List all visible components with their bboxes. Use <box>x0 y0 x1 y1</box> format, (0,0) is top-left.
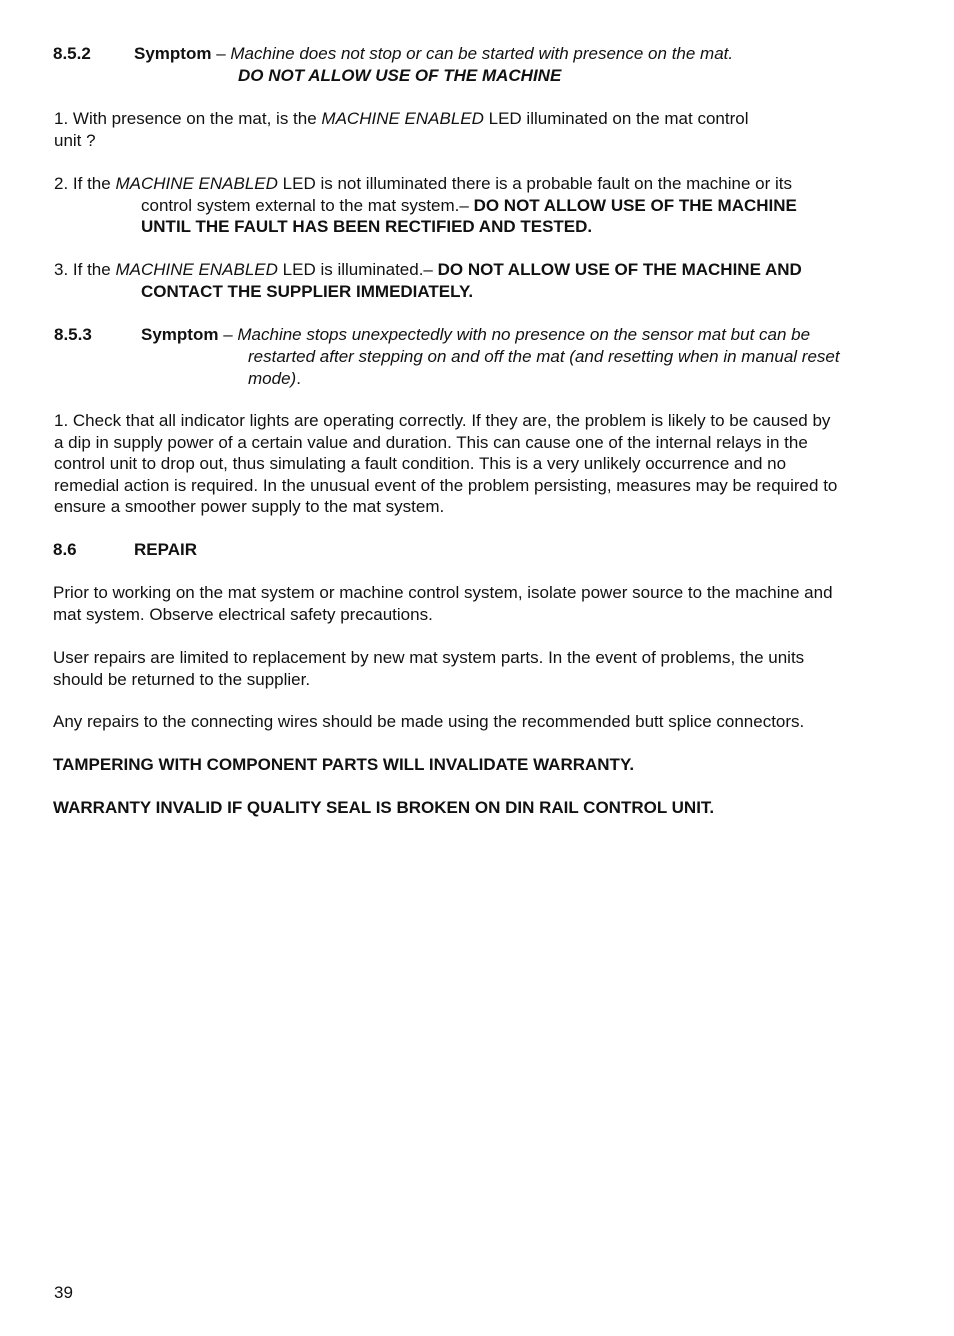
paragraph <box>53 711 933 733</box>
item-text: LED is illuminated.– <box>277 260 438 279</box>
list-item <box>54 259 934 302</box>
warning-text: DO NOT ALLOW USE OF THE MACHINE <box>238 66 562 85</box>
led-name: MACHINE ENABLED <box>115 260 278 279</box>
warning-text: DO NOT ALLOW USE OF THE MACHINE AND <box>437 260 802 279</box>
paragraph-line: mat system. Observe electrical safety precautions. <box>53 604 433 624</box>
warning-text: CONTACT THE SUPPLIER IMMEDIATELY. <box>141 281 474 301</box>
symptom-text: restarted after stepping on and off the mat (and resetting when in manual reset <box>248 347 840 366</box>
symptom-text-end <box>248 368 301 390</box>
paragraph-line: User repairs are limited to replacement by new mat system parts. In the event of problems, the units <box>53 648 805 667</box>
item-text: 1. With presence on the mat, is the <box>54 109 322 128</box>
symptom-label: Symptom <box>141 325 219 344</box>
led-name: MACHINE ENABLED <box>321 109 484 128</box>
paragraph <box>53 647 933 690</box>
item-text: 2. If the <box>54 174 116 193</box>
section-title: REPAIR <box>134 540 197 559</box>
list-item <box>54 108 934 151</box>
paragraph-line: ensure a smoother power supply to the mat system. <box>54 497 445 516</box>
item-text: LED is not illuminated there is a probable fault on the machine or its <box>277 174 792 193</box>
item-text: unit ? <box>54 130 96 150</box>
warning-text: UNTIL THE FAULT HAS BEEN RECTIFIED AND TESTED. <box>141 217 593 236</box>
dash: – <box>218 325 238 344</box>
paragraph <box>53 582 933 625</box>
item-text: 3. If the <box>54 260 116 279</box>
symptom-line <box>141 324 810 346</box>
section-number: 8.6 <box>53 540 77 559</box>
list-item <box>54 410 934 518</box>
warranty-warning: WARRANTY INVALID IF QUALITY SEAL IS BROKEN ON DIN RAIL CONTROL UNIT. <box>53 798 715 817</box>
symptom-text: Machine stops unexpectedly with no presence on the sensor mat but can be <box>237 325 811 344</box>
section-number: 8.5.3 <box>54 325 92 344</box>
paragraph-line: a dip in supply power of a certain value and duration. This can cause one of the internal relays in the <box>54 432 808 452</box>
paragraph-line: control unit to drop out, thus simulating a fault condition. This is a very unlikely occurrence and no <box>54 454 787 473</box>
dash: – <box>211 44 231 63</box>
paragraph-line: remedial action is required. In the unusual event of the problem persisting, measures may be required to <box>54 475 838 495</box>
symptom-label: Symptom <box>134 44 212 63</box>
led-name: MACHINE ENABLED <box>115 174 278 193</box>
symptom-line <box>134 43 733 65</box>
paragraph-line: should be returned to the supplier. <box>53 669 311 689</box>
paragraph-line: Prior to working on the mat system or machine control system, isolate power source to the machine and <box>53 583 833 602</box>
paragraph-line: 1. Check that all indicator lights are operating correctly. If they are, the problem is likely to be caused by <box>54 411 831 430</box>
symptom-text: Machine does not stop or can be started with presence on the mat. <box>230 44 734 63</box>
page-number: 39 <box>54 1283 73 1302</box>
list-item <box>54 173 934 238</box>
paragraph-line: Any repairs to the connecting wires should be made using the recommended butt splice connectors. <box>53 712 805 731</box>
period: . <box>296 369 301 388</box>
item-text: control system external to the mat system.– <box>141 195 474 215</box>
warning-text: DO NOT ALLOW USE OF THE MACHINE <box>473 195 797 215</box>
section-number: 8.5.2 <box>53 44 91 63</box>
symptom-text: mode) <box>248 369 297 388</box>
item-text: LED illuminated on the mat control <box>483 109 749 128</box>
warranty-warning: TAMPERING WITH COMPONENT PARTS WILL INVALIDATE WARRANTY. <box>53 755 635 774</box>
